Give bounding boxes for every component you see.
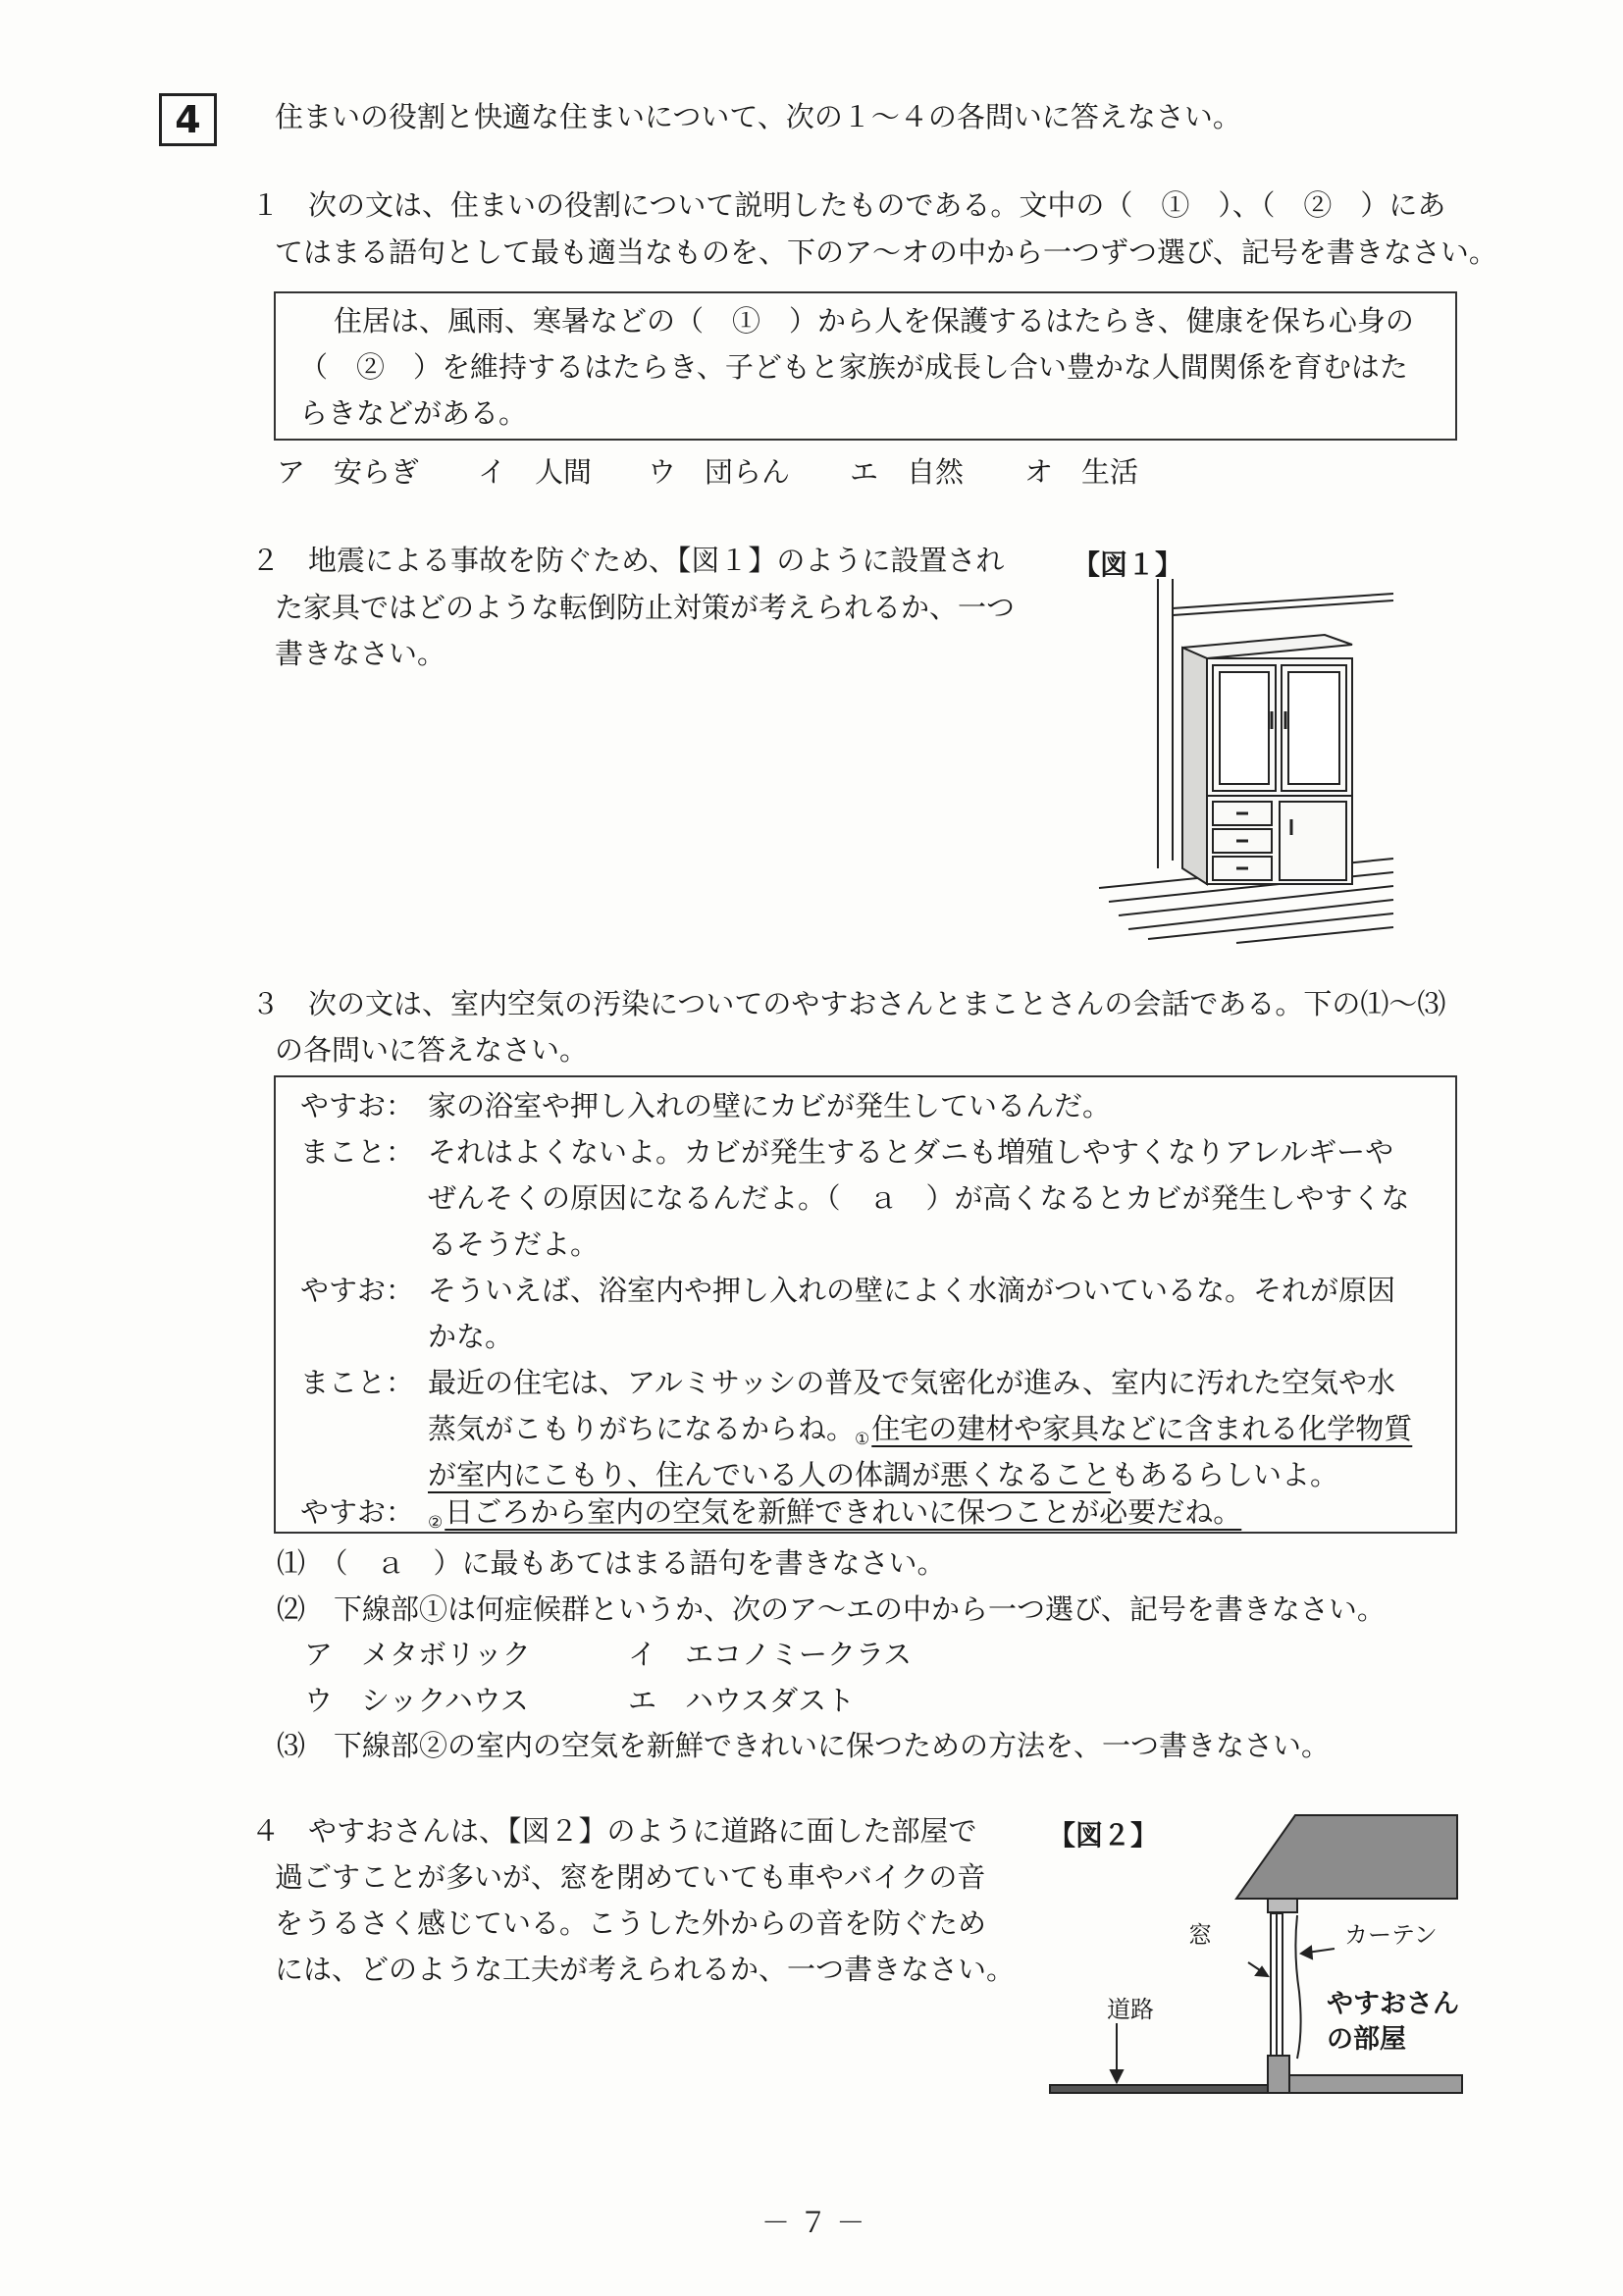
q4-line4: には、どのような工夫が考えられるか、一つ書きなさい。	[275, 1953, 1016, 1986]
figure2-road-label: 道路	[1107, 1996, 1154, 2023]
choice-text: 安らぎ	[334, 455, 420, 489]
utterance: 最近の住宅は、アルミサッシの普及で気密化が進み、室内に汚れた空気や水	[428, 1366, 1396, 1399]
choice-text: メタボリック	[361, 1638, 531, 1671]
page-number: － ７ －	[761, 2206, 865, 2239]
speaker-makoto: まこと：	[300, 1366, 415, 1399]
dialogue-line: ぜんそくの原因になるんだよ。（ ａ ）が高くなるとカビが発生しやすくな	[428, 1181, 1410, 1215]
choice-text: 人間	[535, 455, 593, 489]
dialogue-line: かな。	[428, 1320, 514, 1353]
choice-label: ウ	[648, 455, 677, 489]
speaker-yasuo: やすお：	[300, 1274, 415, 1307]
figure1-label: 【図１】	[1073, 548, 1183, 581]
figure2-label: 【図２】	[1048, 1819, 1159, 1852]
q1-choice-e	[850, 449, 964, 496]
figure2-curtain-label: カーテン	[1344, 1921, 1438, 1949]
utterance: そういえば、浴室内や押し入れの壁によく水滴がついているな。それが原因	[428, 1274, 1396, 1307]
q1-choice-i	[478, 449, 592, 496]
section-intro: 住まいの役割と快適な住まいについて、次の１～４の各問いに答えなさい。	[275, 100, 1241, 133]
figure2-room-label-line2: の部屋	[1327, 2024, 1406, 2055]
choice-label: イ	[478, 455, 507, 489]
q3-line1: ３ 次の文は、室内空気の汚染についてのやすおさんとまことさんの会話である。下の⑴～⑶	[251, 987, 1446, 1020]
choice-label: イ	[628, 1638, 657, 1671]
q1-choice-u	[648, 449, 790, 496]
utterance: それはよくないよ。カビが発生するとダニも増殖しやすくなりアレルギーや	[428, 1135, 1394, 1169]
q2-line3: 書きなさい。	[275, 637, 446, 670]
choice-text: エコノミークラス	[685, 1638, 913, 1671]
speaker-makoto: まこと：	[300, 1135, 415, 1169]
q3-sub1: ⑴ （ ａ ）に最もあてはまる語句を書きなさい。	[277, 1546, 946, 1580]
underline-marker-2: ②	[428, 1513, 444, 1533]
q1-box-line1: 住居は、風雨、寒暑などの（ ① ）から人を保護するはたらき、健康を保ち心身の	[334, 304, 1414, 338]
dialogue-line	[300, 1360, 1395, 1406]
speaker-yasuo: やすお：	[300, 1495, 415, 1529]
choice-label: エ	[850, 455, 879, 489]
q3-sub2-choice-e	[628, 1678, 855, 1724]
figure1-cabinet-illustration	[1089, 574, 1403, 947]
choice-label: ア	[304, 1638, 334, 1671]
speaker-yasuo: やすお：	[300, 1089, 415, 1122]
choice-text: 団らん	[705, 455, 791, 489]
q1-box-line2: （ ② ）を維持するはたらき、子どもと家族が成長し合い豊かな人間関係を育むはた	[299, 350, 1408, 384]
q3-sub2-choice-i	[628, 1632, 912, 1678]
choice-text: 生活	[1081, 455, 1139, 489]
figure2-room-diagram	[1040, 1805, 1472, 2100]
choice-text: 自然	[907, 455, 965, 489]
section-number: 4	[159, 93, 217, 146]
choice-label: ウ	[304, 1684, 334, 1717]
q1-line2: てはまる語句として最も適当なものを、下のア～オの中から一つずつ選び、記号を書きなさい。	[275, 235, 1497, 269]
dialogue-line	[300, 1129, 1393, 1175]
q2-line1: ２ 地震による事故を防ぐため、【図１】のように設置され	[251, 544, 1005, 577]
q3-sub2-choice-a	[304, 1632, 531, 1678]
utterance: もあるらしいよ。	[1111, 1458, 1339, 1491]
q3-sub2: ⑵ 下線部①は何症候群というか、次のア～エの中から一つ選び、記号を書きなさい。	[277, 1592, 1386, 1626]
choice-label: オ	[1024, 455, 1054, 489]
choice-text: ハウスダスト	[685, 1684, 856, 1717]
q4-line2: 過ごすことが多いが、窓を閉めていても車やバイクの音	[275, 1860, 986, 1894]
dialogue-line: るそうだよ。	[428, 1227, 600, 1261]
figure2-room-label-line1: やすおさん	[1327, 1989, 1459, 2019]
q3-sub3: ⑶ 下線部②の室内の空気を新鮮できれいに保つための方法を、一つ書きなさい。	[277, 1729, 1331, 1762]
q4-line3: をうるさく感じている。こうした外からの音を防ぐため	[275, 1906, 987, 1940]
choice-label: ア	[277, 455, 306, 489]
underline-1-part2: が室内にこもり、住んでいる人の体調が悪くなること	[428, 1458, 1112, 1491]
q1-box-line3: らきなどがある。	[299, 396, 528, 430]
underline-1-part1: 住宅の建材や家具などに含まれる化学物質	[871, 1412, 1413, 1445]
q2-line2: た家具ではどのような転倒防止対策が考えられるか、一つ	[275, 591, 1016, 624]
utterance: 家の浴室や押し入れの壁にカビが発生しているんだ。	[428, 1089, 1112, 1122]
q1-choice-o	[1024, 449, 1138, 496]
dialogue-line	[300, 1489, 1241, 1546]
choice-label: エ	[628, 1684, 657, 1717]
underline-marker-1: ①	[855, 1430, 870, 1449]
q3-sub2-choice-u	[304, 1678, 529, 1724]
underline-2: 日ごろから室内の空気を新鮮できれいに保つことが必要だね。	[445, 1495, 1242, 1529]
dialogue-line	[300, 1083, 1111, 1129]
q1-choice-a	[277, 449, 419, 496]
utterance: 蒸気がこもりがちになるからね。	[428, 1412, 856, 1445]
q3-line2: の各問いに答えなさい。	[275, 1033, 589, 1067]
q1-line1: １ 次の文は、住まいの役割について説明したものである。文中の（ ① ）、（ ② ）にあ	[251, 188, 1446, 222]
figure2-window-label: 窓	[1188, 1921, 1212, 1949]
dialogue-line	[300, 1268, 1395, 1314]
q4-line1: ４ やすおさんは、【図２】のように道路に面した部屋で	[251, 1814, 977, 1848]
choice-text: シックハウス	[361, 1684, 529, 1717]
